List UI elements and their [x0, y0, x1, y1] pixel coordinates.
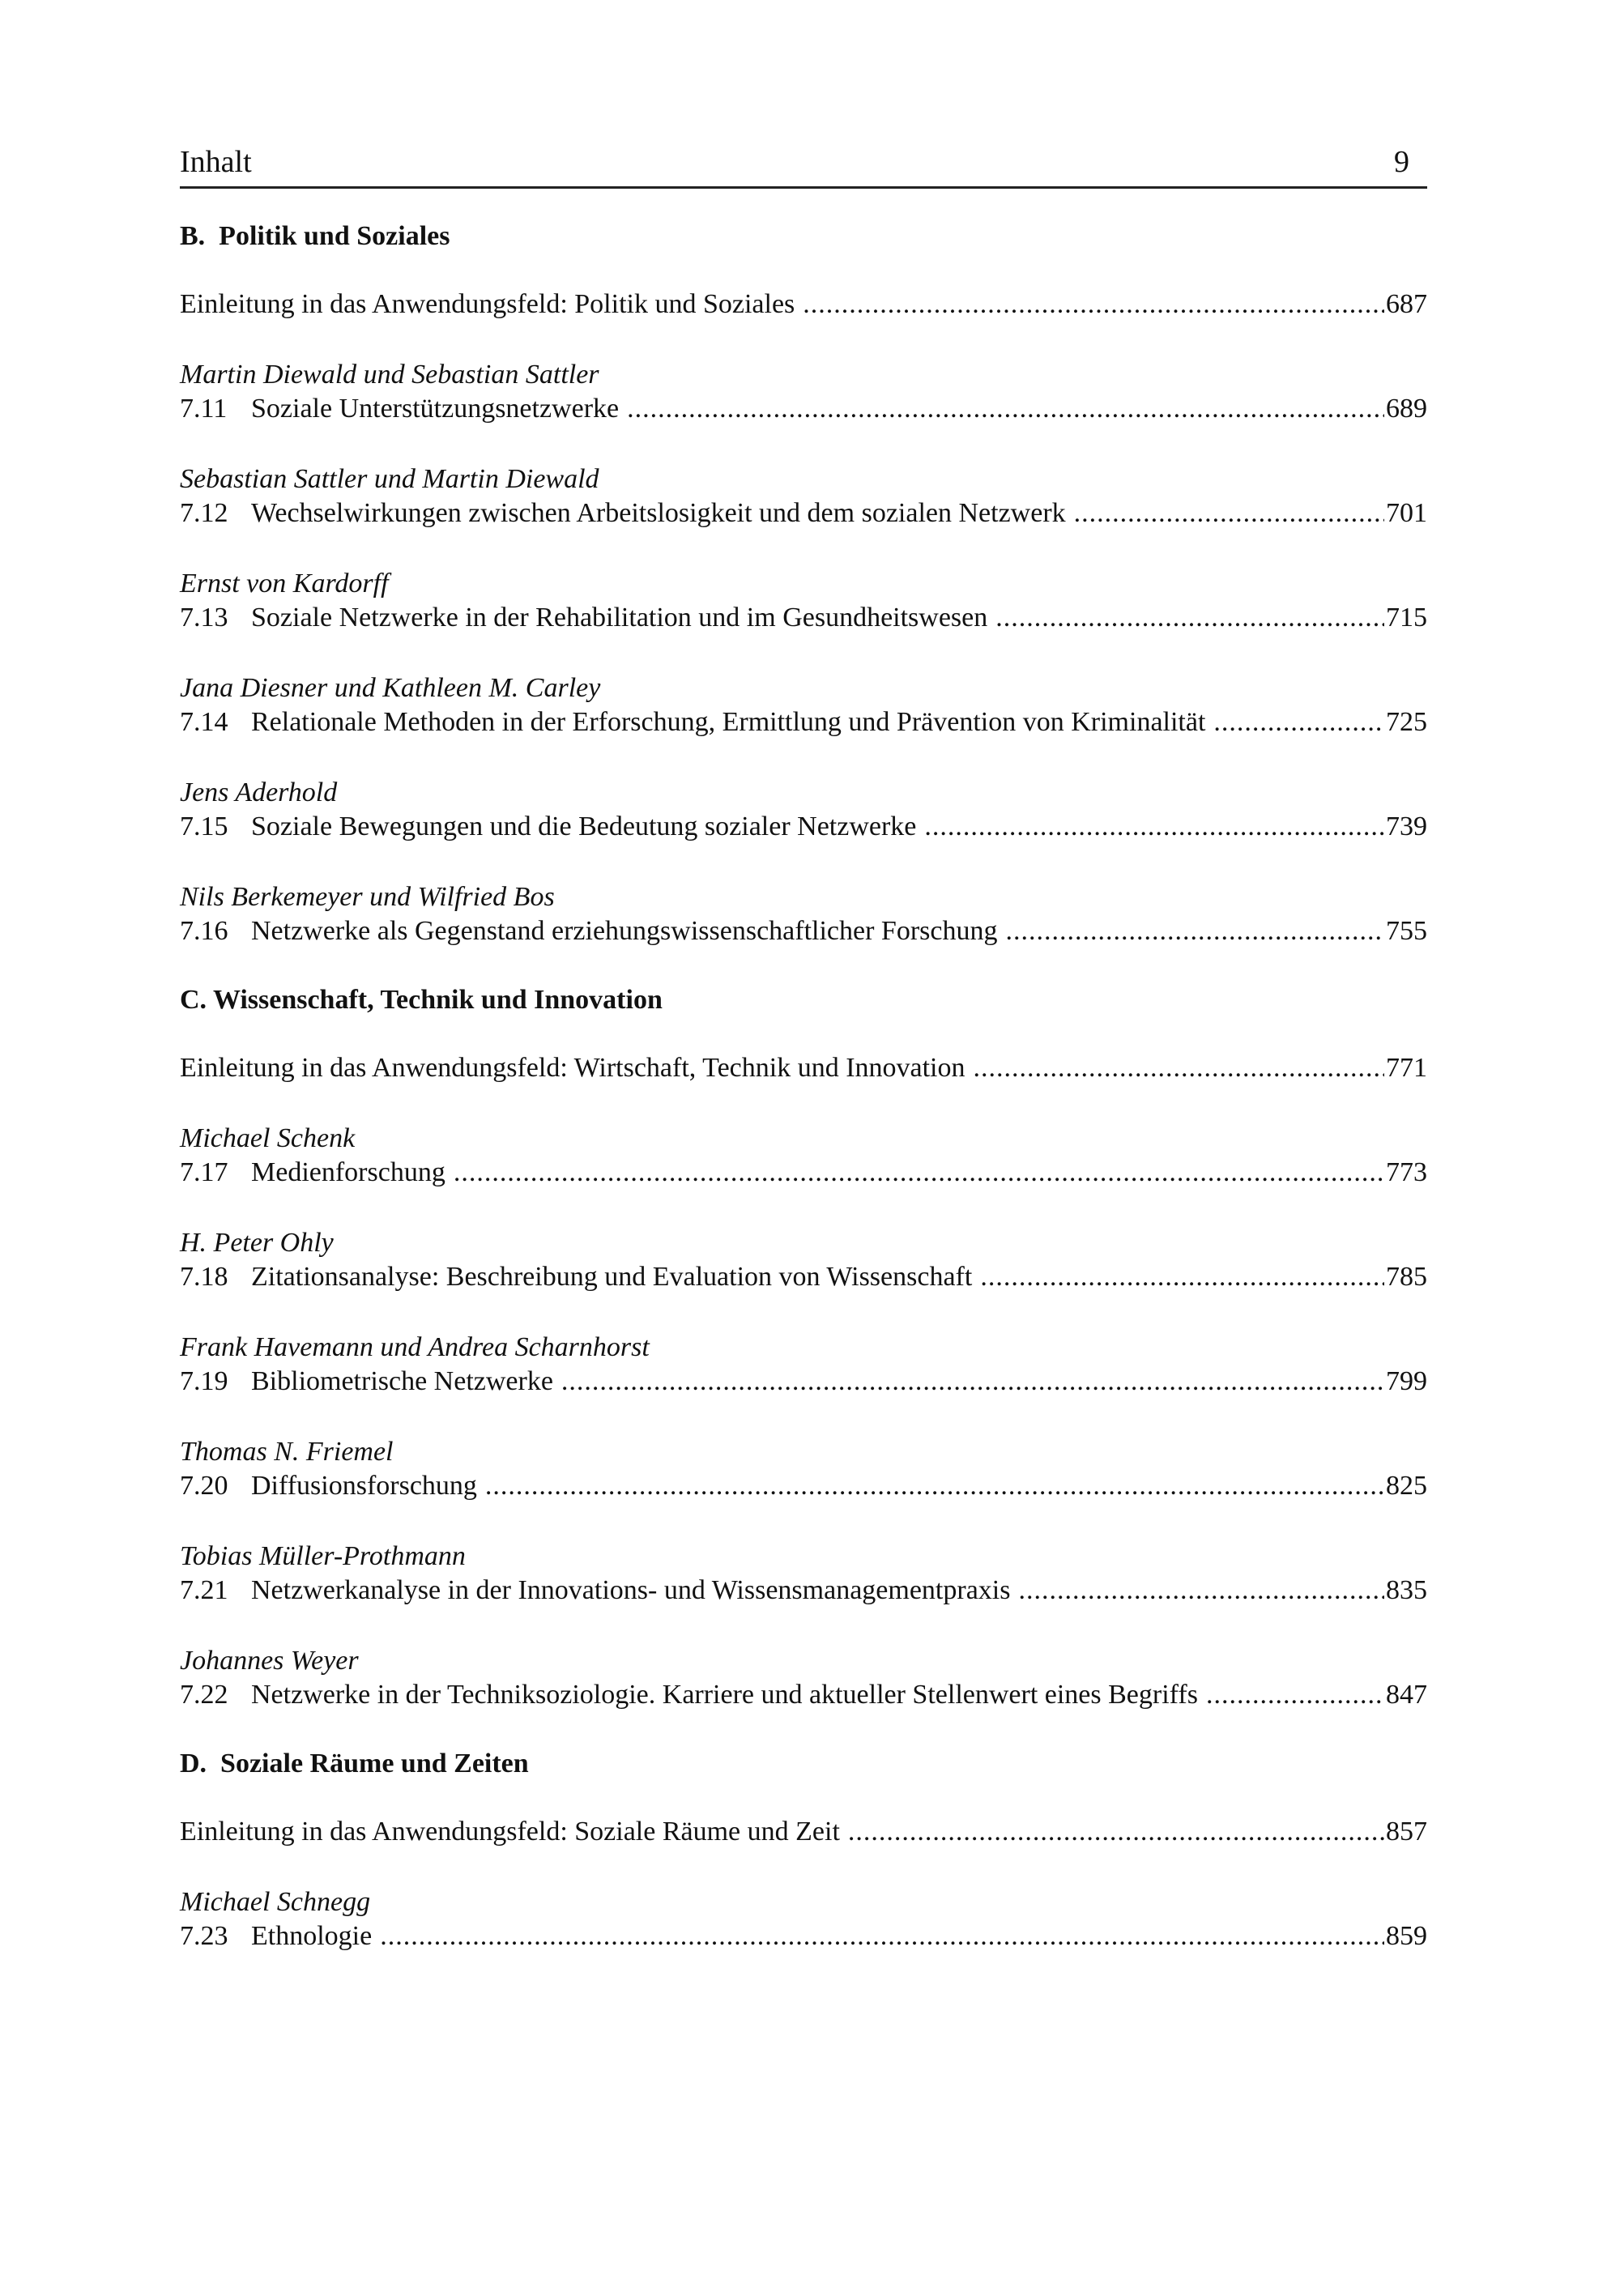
entry-line [180, 705, 1427, 739]
chapter-number: 7.22 [180, 1680, 228, 1710]
chapter-page-number: 847 [1386, 1680, 1427, 1710]
entry-authors: H. Peter Ohly [180, 1228, 334, 1258]
entry-line [180, 1678, 1427, 1712]
dot-leader [1213, 705, 1384, 739]
dot-leader [995, 601, 1384, 635]
toc-entry [180, 1226, 1427, 1294]
chapter-number: 7.21 [180, 1575, 228, 1605]
chapter-page-number: 755 [1386, 916, 1427, 946]
entry-line [180, 1156, 1427, 1190]
dot-leader [1074, 496, 1384, 530]
chapter-page-number: 825 [1386, 1471, 1427, 1501]
chapter-title: Zitationsanalyse: Beschreibung und Evaluation von Wissenschaft [251, 1262, 973, 1292]
chapter-number: 7.12 [180, 498, 228, 528]
toc-entry [180, 567, 1427, 635]
entry-line [180, 601, 1427, 635]
chapter-number: 7.20 [180, 1471, 228, 1501]
toc-entry [180, 1435, 1427, 1503]
book-page [180, 138, 1427, 1953]
chapter-page-number: 835 [1386, 1575, 1427, 1605]
toc-entry [180, 1885, 1427, 1953]
chapter-page-number: 799 [1386, 1366, 1427, 1396]
intro-title: Einleitung in das Anwendungsfeld: Wirtschaft, Technik und Innovation [180, 1053, 965, 1083]
chapter-page-number: 701 [1386, 498, 1427, 528]
dot-leader [980, 1260, 1384, 1294]
entry-line [180, 810, 1427, 844]
dot-leader [974, 1051, 1385, 1085]
dot-leader [848, 1815, 1384, 1849]
chapter-number: 7.16 [180, 916, 228, 946]
entry-authors: Frank Havemann und Andrea Scharnhorst [180, 1332, 650, 1362]
entry-line [180, 1365, 1427, 1399]
dot-leader [1018, 1574, 1384, 1608]
entry-line [180, 1574, 1427, 1608]
chapter-number: 7.11 [180, 394, 228, 424]
toc-section-d [180, 1747, 1427, 1953]
header-page-number: 9 [1394, 145, 1409, 179]
toc-section-b [180, 219, 1427, 948]
dot-leader [924, 810, 1384, 844]
chapter-title: Ethnologie [251, 1921, 373, 1951]
section-heading: C. Wissenschaft, Technik und Innovation [180, 985, 663, 1015]
section-intro-entry [180, 1815, 1427, 1849]
entry-authors: Michael Schenk [180, 1123, 356, 1153]
toc-section-c [180, 983, 1427, 1712]
chapter-title: Wechselwirkungen zwischen Arbeitslosigkeit und dem sozialen Netzwerk [251, 498, 1066, 528]
chapter-number: 7.19 [180, 1366, 228, 1396]
entry-line [180, 496, 1427, 530]
chapter-number: 7.23 [180, 1921, 228, 1951]
chapter-title: Soziale Bewegungen und die Bedeutung sozialer Netzwerke [251, 811, 917, 841]
entry-line [180, 1919, 1427, 1953]
section-intro-entry [180, 288, 1427, 322]
chapter-number: 7.14 [180, 707, 228, 737]
entry-authors: Jens Aderhold [180, 777, 338, 807]
entry-line [180, 914, 1427, 948]
entry-authors: Thomas N. Friemel [180, 1437, 394, 1467]
entry-authors: Tobias Müller-Prothmann [180, 1541, 466, 1571]
toc-entry [180, 1122, 1427, 1190]
chapter-page-number: 739 [1386, 811, 1427, 841]
header-title: Inhalt [180, 145, 252, 179]
dot-leader [1005, 914, 1384, 948]
chapter-page-number: 773 [1386, 1157, 1427, 1187]
chapter-title: Soziale Unterstützungsnetzwerke [251, 394, 620, 424]
intro-page-number: 687 [1386, 289, 1427, 319]
entry-authors: Nils Berkemeyer und Wilfried Bos [180, 882, 555, 912]
dot-leader [454, 1156, 1384, 1190]
chapter-page-number: 725 [1386, 707, 1427, 737]
chapter-title: Netzwerke als Gegenstand erziehungswissenschaftlicher Forschung [251, 916, 998, 946]
chapter-title: Diffusionsforschung [251, 1471, 477, 1501]
section-heading: B. Politik und Soziales [180, 221, 450, 251]
intro-page-number: 771 [1386, 1053, 1427, 1083]
chapter-page-number: 785 [1386, 1262, 1427, 1292]
dot-leader [380, 1919, 1384, 1953]
entry-line [180, 1469, 1427, 1503]
intro-page-number: 857 [1386, 1817, 1427, 1847]
intro-title: Einleitung in das Anwendungsfeld: Politik und Soziales [180, 289, 795, 319]
entry-authors: Martin Diewald und Sebastian Sattler [180, 360, 599, 390]
dot-leader [803, 288, 1384, 322]
entry-authors: Sebastian Sattler und Martin Diewald [180, 464, 599, 494]
toc-entry [180, 671, 1427, 739]
chapter-title: Netzwerke in der Techniksoziologie. Karriere und aktueller Stellenwert eines Begriffs [251, 1680, 1198, 1710]
section-intro-entry [180, 1051, 1427, 1085]
section-heading: D. Soziale Räume und Zeiten [180, 1749, 529, 1778]
entry-line [180, 392, 1427, 426]
entry-authors: Johannes Weyer [180, 1646, 359, 1676]
table-of-contents [180, 219, 1427, 1953]
toc-entry [180, 1331, 1427, 1399]
chapter-title: Soziale Netzwerke in der Rehabilitation und im Gesundheitswesen [251, 603, 988, 633]
entry-authors: Jana Diesner und Kathleen M. Carley [180, 673, 601, 703]
chapter-title: Relationale Methoden in der Erforschung, Ermittlung und Prävention von Kriminalität [251, 707, 1206, 737]
toc-entry [180, 462, 1427, 530]
dot-leader [1206, 1678, 1384, 1712]
toc-entry [180, 776, 1427, 844]
chapter-page-number: 689 [1386, 394, 1427, 424]
chapter-number: 7.17 [180, 1157, 228, 1187]
toc-entry [180, 1540, 1427, 1608]
running-header [180, 138, 1427, 189]
entry-authors: Ernst von Kardorff [180, 569, 389, 598]
dot-leader [627, 392, 1384, 426]
chapter-title: Bibliometrische Netzwerke [251, 1366, 553, 1396]
entry-line [180, 1260, 1427, 1294]
dot-leader [561, 1365, 1384, 1399]
chapter-number: 7.18 [180, 1262, 228, 1292]
chapter-number: 7.15 [180, 811, 228, 841]
chapter-title: Medienforschung [251, 1157, 445, 1187]
chapter-number: 7.13 [180, 603, 228, 633]
chapter-title: Netzwerkanalyse in der Innovations- und Wissensmanagementpraxis [251, 1575, 1011, 1605]
intro-title: Einleitung in das Anwendungsfeld: Soziale Räume und Zeit [180, 1817, 840, 1847]
toc-entry [180, 358, 1427, 426]
chapter-page-number: 715 [1386, 603, 1427, 633]
entry-authors: Michael Schnegg [180, 1887, 371, 1917]
dot-leader [485, 1469, 1384, 1503]
chapter-page-number: 859 [1386, 1921, 1427, 1951]
toc-entry [180, 880, 1427, 948]
toc-entry [180, 1644, 1427, 1712]
